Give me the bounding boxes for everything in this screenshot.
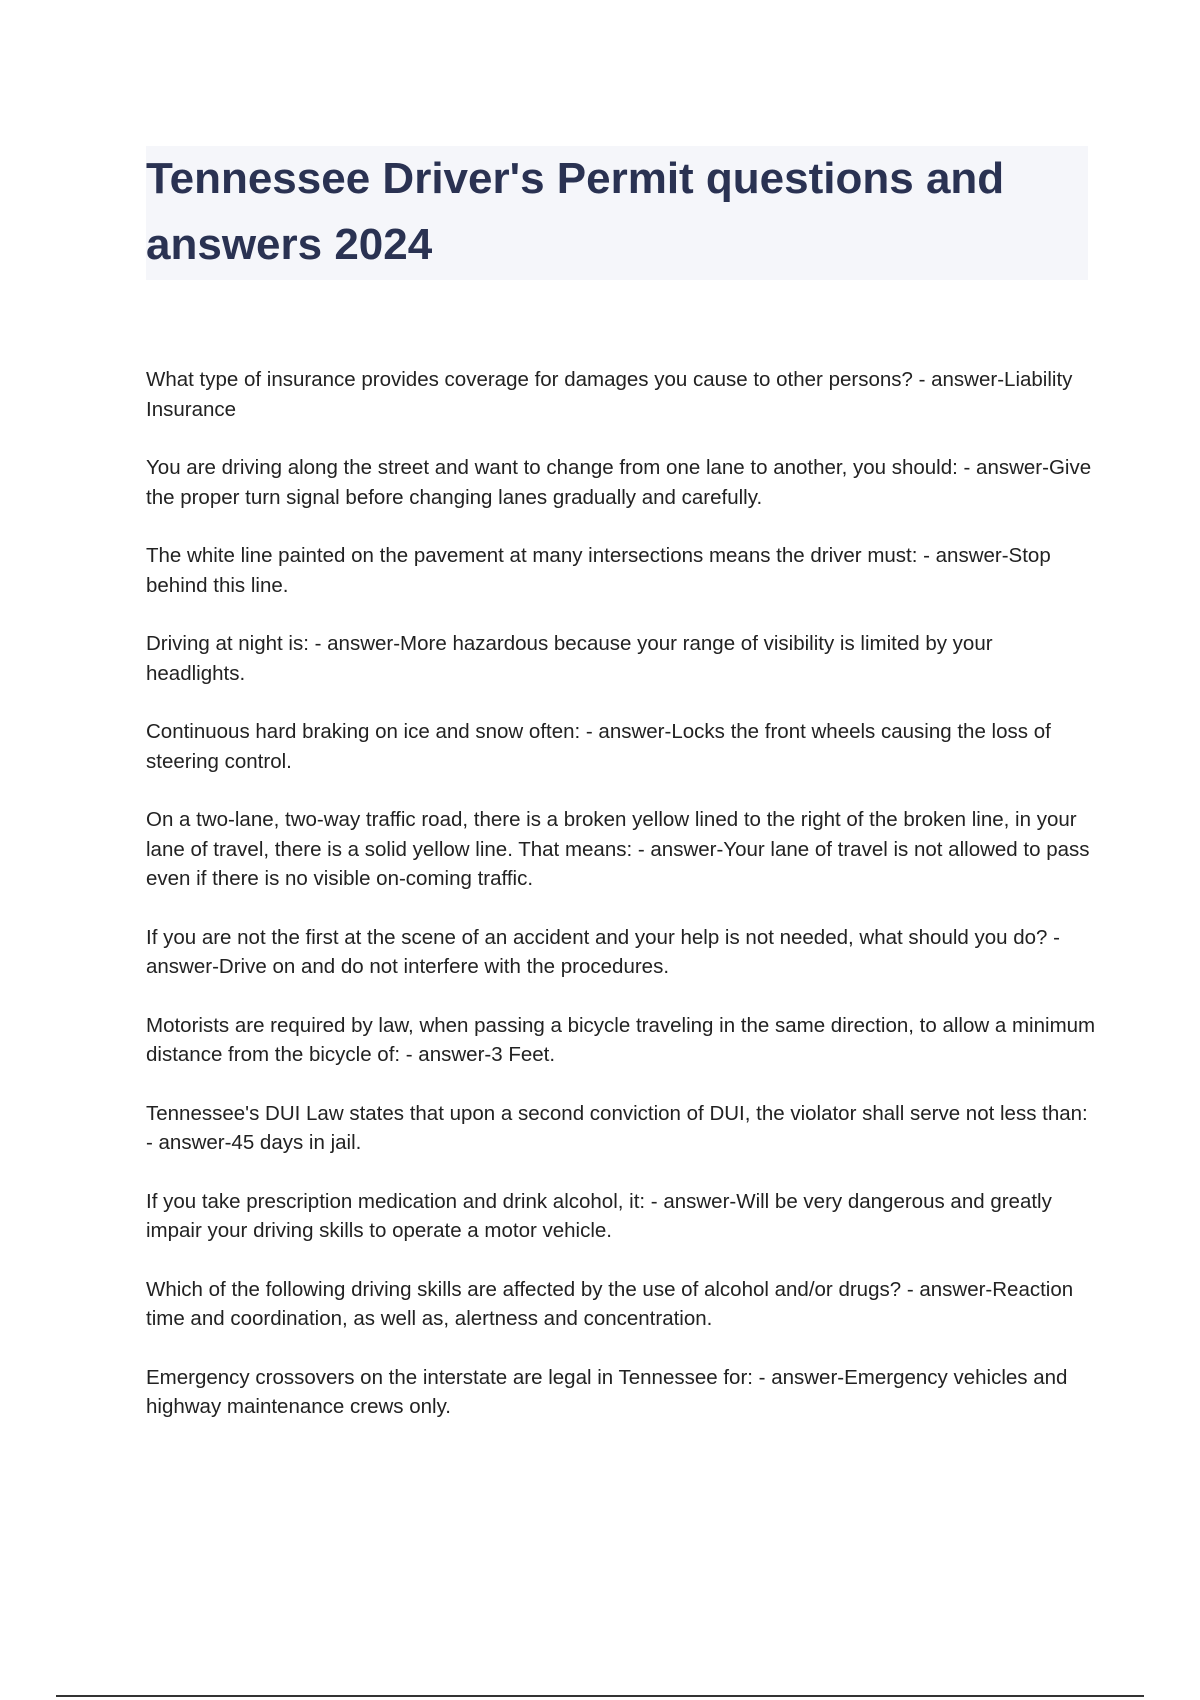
title-block <box>146 146 1088 280</box>
qa-item: The white line painted on the pavement at many intersections means the driver must: - answer-Stop behind this line. <box>146 544 1051 597</box>
qa-item: You are driving along the street and want to change from one lane to another, you should: - answer-Give the proper turn signal before changing lanes gradually and carefully. <box>146 456 1092 509</box>
qa-item: Which of the following driving skills are affected by the use of alcohol and/or drugs? - answer-Reaction time and coordination, as well as, alertness and concentration. <box>146 1277 1074 1330</box>
qa-item: If you take prescription medication and drink alcohol, it: - answer-Will be very dangerous and greatly impair your driving skills to operate a motor vehicle. <box>146 1189 1052 1242</box>
qa-item: Continuous hard braking on ice and snow often: - answer-Locks the front wheels causing the loss of steering control. <box>146 720 1051 773</box>
qa-item: If you are not the first at the scene of an accident and your help is not needed, what should you do? - answer-Drive on and do not interfere with the procedures. <box>146 925 1060 978</box>
footer-rule <box>56 1695 1144 1697</box>
qa-item: Emergency crossovers on the interstate are legal in Tennessee for: - answer-Emergency vehicles and highway maintenance crews only. <box>146 1365 1068 1418</box>
qa-item: Driving at night is: - answer-More hazardous because your range of visibility is limited by your headlights. <box>146 632 993 685</box>
qa-item: What type of insurance provides coverage for damages you cause to other persons? - answer-Liability Insurance <box>146 368 1073 421</box>
qa-item: On a two-lane, two-way traffic road, there is a broken yellow lined to the right of the broken line, in your lane of travel, there is a solid yellow line. That means: - answer-Your lane of travel is not allowed to pass even if there is no visible on-coming traffic. <box>146 808 1090 890</box>
qa-item: Tennessee's DUI Law states that upon a second conviction of DUI, the violator shall serve not less than: - answer-45 days in jail. <box>146 1101 1088 1154</box>
qa-list <box>146 365 1096 1451</box>
qa-item: Motorists are required by law, when passing a bicycle traveling in the same direction, to allow a minimum distance from the bicycle of: - answer-3 Feet. <box>146 1013 1096 1066</box>
page-title: Tennessee Driver's Permit questions and answers 2024 <box>146 154 1005 269</box>
